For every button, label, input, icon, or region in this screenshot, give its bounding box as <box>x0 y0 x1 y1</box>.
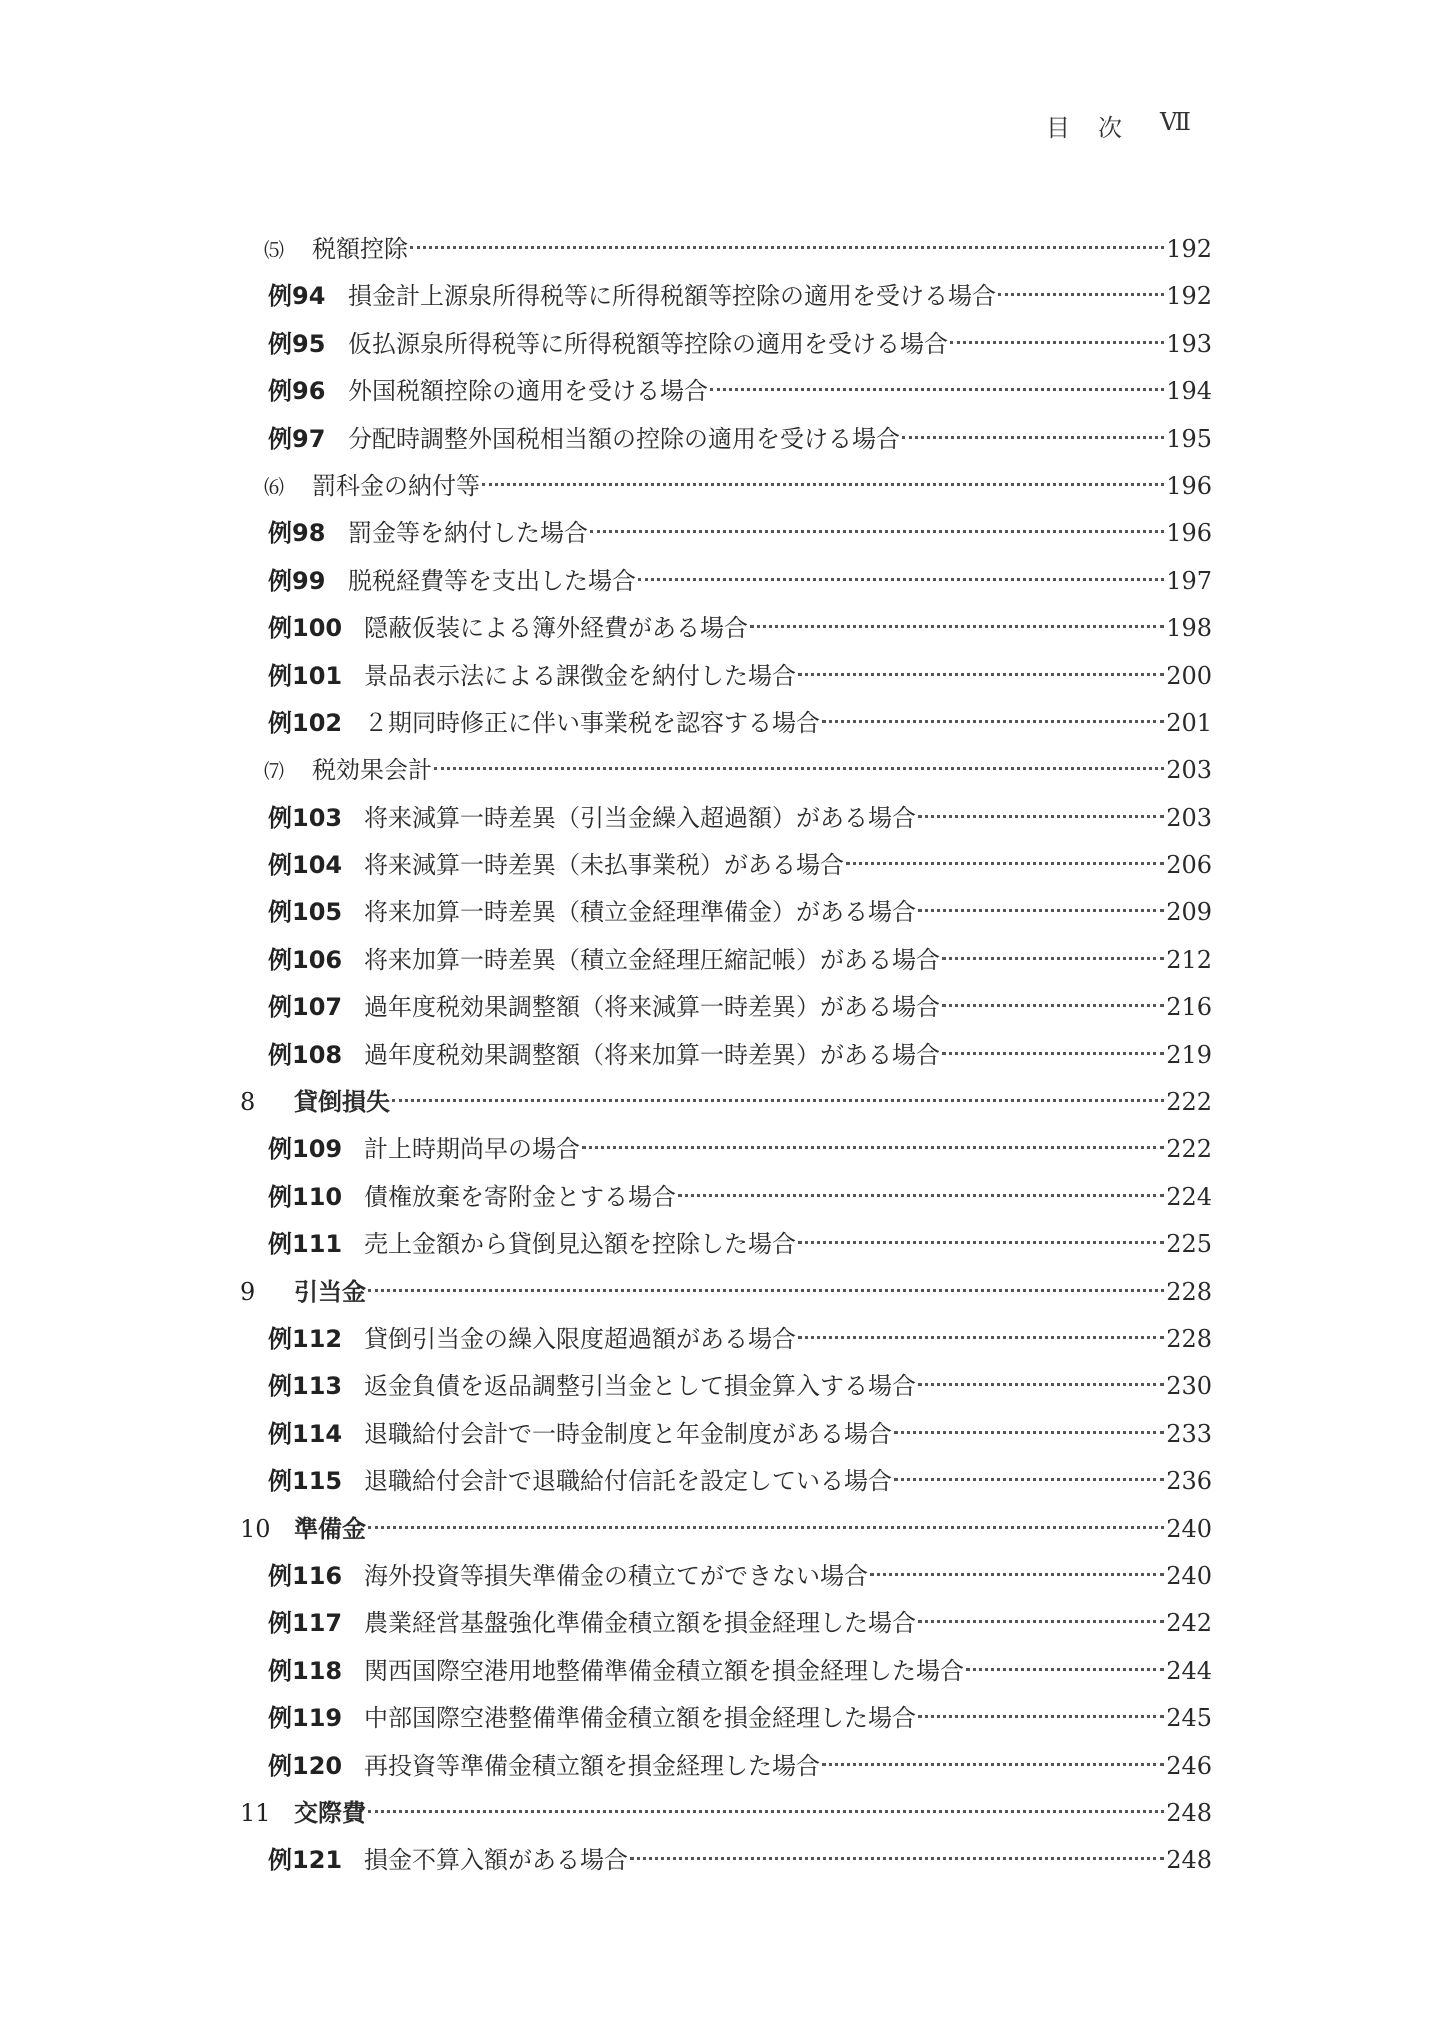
dot-leader <box>846 862 1164 865</box>
running-header <box>1046 108 1193 143</box>
dot-leader <box>966 1668 1164 1671</box>
toc-entry-page: 200 <box>1166 661 1212 690</box>
dot-leader <box>902 436 1164 439</box>
toc-example <box>240 1316 1212 1363</box>
dot-leader <box>392 1099 1164 1102</box>
toc-entry-title: 海外投資等損失準備金の積立てができない場合 <box>364 1561 868 1590</box>
toc-entry-page: 222 <box>1166 1088 1212 1117</box>
toc-example <box>240 1458 1212 1505</box>
toc-entry-page: 209 <box>1166 898 1212 927</box>
toc-entry-page: 248 <box>1166 1846 1212 1875</box>
dot-leader <box>590 530 1164 533</box>
toc-entry-title: 退職給付会計で退職給付信託を設定している場合 <box>364 1467 892 1496</box>
toc-entry-title: 再投資等準備金積立額を損金経理した場合 <box>364 1751 820 1780</box>
toc-entry-number: 例108 <box>268 1040 343 1069</box>
toc-entry-title: 脱税経費等を支出した場合 <box>348 566 636 595</box>
toc-entry-number: 8 <box>240 1088 256 1117</box>
toc-entry-title: 将来減算一時差異（引当金繰入超過額）がある場合 <box>364 803 916 832</box>
dot-leader <box>998 293 1164 296</box>
toc-entry-title: 損金不算入額がある場合 <box>364 1846 628 1875</box>
toc-entry-title: 将来加算一時差異（積立金経理準備金）がある場合 <box>364 898 916 927</box>
toc-entry-page: 225 <box>1166 1230 1212 1259</box>
dot-leader <box>582 1146 1164 1149</box>
dot-leader <box>822 1763 1164 1766</box>
toc-entry-number: ⑹ <box>264 474 284 499</box>
dot-leader <box>798 1241 1164 1244</box>
toc-entry-number: 10 <box>240 1514 271 1543</box>
toc-entry-page: 233 <box>1166 1419 1212 1448</box>
toc-example <box>240 653 1212 700</box>
toc-entry-page: 198 <box>1166 614 1212 643</box>
toc-example <box>240 1553 1212 1600</box>
toc-example <box>240 937 1212 984</box>
dot-leader <box>798 1336 1164 1339</box>
dot-leader <box>918 1620 1164 1623</box>
toc-entry-page: 219 <box>1166 1040 1212 1069</box>
toc-entry-number: 例115 <box>268 1467 343 1496</box>
toc-example <box>240 416 1212 463</box>
toc-entry-number: 例106 <box>268 945 343 974</box>
toc-entry-number: 例114 <box>268 1419 343 1448</box>
toc-entry-page: 196 <box>1166 471 1212 500</box>
toc-entry-page: 236 <box>1166 1467 1212 1496</box>
dot-leader <box>894 1431 1164 1434</box>
dot-leader <box>942 957 1164 960</box>
dot-leader <box>410 246 1164 249</box>
dot-leader <box>942 1052 1164 1055</box>
dot-leader <box>710 388 1164 391</box>
dot-leader <box>918 1715 1164 1718</box>
toc-entry-page: 192 <box>1166 282 1212 311</box>
toc-entry-number: 例96 <box>268 377 326 406</box>
dot-leader <box>678 1194 1164 1197</box>
toc-entry-title: 中部国際空港整備準備金積立額を損金経理した場合 <box>364 1704 916 1733</box>
dot-leader <box>482 483 1164 486</box>
toc-example <box>240 1411 1212 1458</box>
toc-entry-number: 例116 <box>268 1561 343 1590</box>
toc-example <box>240 1126 1212 1173</box>
toc-entry-title: 貸倒損失 <box>294 1088 390 1117</box>
toc-entry-title: 返金負債を返品調整引当金として損金算入する場合 <box>364 1372 916 1401</box>
toc-entry-page: 212 <box>1166 945 1212 974</box>
toc-example <box>240 1600 1212 1647</box>
toc-entry-title: ２期同時修正に伴い事業税を認容する場合 <box>364 708 820 737</box>
toc-entry-number: 例111 <box>268 1230 343 1259</box>
toc-entry-title: 過年度税効果調整額（将来減算一時差異）がある場合 <box>364 993 940 1022</box>
toc-entry-number: 例100 <box>268 614 343 643</box>
toc-entry-page: 224 <box>1166 1182 1212 1211</box>
toc-entry-page: 245 <box>1166 1704 1212 1733</box>
toc-example <box>240 700 1212 747</box>
dot-leader <box>368 1289 1164 1292</box>
toc-entry-number: 例102 <box>268 708 343 737</box>
toc-entry-title: 計上時期尚早の場合 <box>364 1135 580 1164</box>
toc-section <box>240 1079 1212 1126</box>
dot-leader <box>918 1383 1164 1386</box>
toc-entry-number: ⑸ <box>264 238 284 262</box>
toc-entry-page: 203 <box>1166 803 1212 832</box>
toc-entry-number: 例105 <box>268 898 343 927</box>
toc-entry-page: 230 <box>1166 1372 1212 1401</box>
dot-leader <box>918 909 1164 912</box>
toc-entry-page: 193 <box>1166 329 1212 358</box>
toc-entry-title: 罰科金の納付等 <box>312 471 480 500</box>
toc-example <box>240 984 1212 1031</box>
toc-entry-title: 交際費 <box>294 1798 366 1827</box>
toc-entry-number: 例98 <box>268 519 326 548</box>
toc-entry-page: 196 <box>1166 519 1212 548</box>
toc-subsection <box>240 747 1212 794</box>
toc-entry-page: 244 <box>1166 1656 1212 1685</box>
toc-entry-number: 例101 <box>268 661 343 690</box>
toc-example <box>240 1174 1212 1221</box>
toc-entry-number: 例97 <box>268 424 326 453</box>
toc-entry-title: 将来加算一時差異（積立金経理圧縮記帳）がある場合 <box>364 945 940 974</box>
toc-entry-title: 準備金 <box>294 1514 366 1543</box>
toc-section <box>240 1790 1212 1837</box>
toc-entry-number: 例120 <box>268 1751 343 1780</box>
toc-example <box>240 1695 1212 1742</box>
dot-leader <box>630 1857 1164 1860</box>
toc-entry-title: 債権放棄を寄附金とする場合 <box>364 1182 676 1211</box>
toc-entry-page: 192 <box>1166 235 1212 263</box>
dot-leader <box>750 625 1164 628</box>
dot-leader <box>942 1004 1164 1007</box>
toc-entry-title: 外国税額控除の適用を受ける場合 <box>348 377 708 406</box>
toc-entry-title: 貸倒引当金の繰入限度超過額がある場合 <box>364 1324 796 1353</box>
toc-entry-title: 分配時調整外国税相当額の控除の適用を受ける場合 <box>348 424 900 453</box>
toc-entry-page: 197 <box>1166 566 1212 595</box>
toc-entry-title: 退職給付会計で一時金制度と年金制度がある場合 <box>364 1419 892 1448</box>
toc-entry-number: 例109 <box>268 1135 343 1164</box>
toc-example <box>240 368 1212 415</box>
toc-example <box>240 605 1212 652</box>
toc-example <box>240 1648 1212 1695</box>
toc-entry-title: 税額控除 <box>312 235 408 263</box>
toc-entry-page: 246 <box>1166 1751 1212 1780</box>
toc-entry-number: 例112 <box>268 1324 343 1353</box>
toc-entry-number: 例103 <box>268 803 343 832</box>
toc-entry-title: 将来減算一時差異（未払事業税）がある場合 <box>364 851 844 880</box>
toc-example <box>240 889 1212 936</box>
toc-entry-page: 242 <box>1166 1609 1212 1638</box>
toc-example <box>240 842 1212 889</box>
toc-entry-number: 例119 <box>268 1704 343 1733</box>
toc-entry-title: 隠蔽仮装による簿外経費がある場合 <box>364 614 748 643</box>
toc-entry-number: 例104 <box>268 851 343 880</box>
toc-entry-title: 引当金 <box>294 1277 366 1306</box>
toc-section <box>240 1506 1212 1553</box>
toc-entry-title: 景品表示法による課徴金を納付した場合 <box>364 661 796 690</box>
toc-example <box>240 321 1212 368</box>
toc-entry-page: 216 <box>1166 993 1212 1022</box>
toc-example <box>240 1032 1212 1079</box>
toc-entry-page: 203 <box>1166 756 1212 785</box>
dot-leader <box>822 720 1164 723</box>
toc-entry-page: 240 <box>1166 1514 1212 1543</box>
toc-entry-number: 例113 <box>268 1372 343 1401</box>
toc-entry-page: 201 <box>1166 708 1212 737</box>
toc-example <box>240 558 1212 605</box>
toc-entry-page: 194 <box>1166 377 1212 406</box>
toc-entry-page: 228 <box>1166 1324 1212 1353</box>
dot-leader <box>368 1810 1164 1813</box>
toc-entry-title: 仮払源泉所得税等に所得税額等控除の適用を受ける場合 <box>348 329 948 358</box>
toc-example <box>240 1363 1212 1410</box>
toc-entry-number: 例94 <box>268 282 326 311</box>
toc-entry-number: 例99 <box>268 566 326 595</box>
dot-leader <box>870 1573 1164 1576</box>
header-title: 目 次 <box>1046 114 1125 142</box>
dot-leader <box>434 767 1164 770</box>
toc-entry-title: 関西国際空港用地整備準備金積立額を損金経理した場合 <box>364 1656 964 1685</box>
dot-leader <box>798 673 1164 676</box>
toc-entry-number: 例118 <box>268 1656 343 1685</box>
header-page-numeral: Ⅶ <box>1160 108 1193 136</box>
toc-entry-number: 例117 <box>268 1609 343 1638</box>
toc-entry-number: 9 <box>240 1277 256 1306</box>
table-of-contents <box>240 226 1212 1885</box>
toc-example <box>240 273 1212 320</box>
toc-entry-title: 過年度税効果調整額（将来加算一時差異）がある場合 <box>364 1040 940 1069</box>
toc-entry-page: 248 <box>1166 1798 1212 1827</box>
toc-entry-number: 例121 <box>268 1846 343 1875</box>
toc-entry-number: 例107 <box>268 993 343 1022</box>
toc-example <box>240 1837 1212 1884</box>
toc-entry-title: 税効果会計 <box>312 756 432 785</box>
toc-example <box>240 1221 1212 1268</box>
toc-entry-number: 11 <box>240 1798 271 1827</box>
dot-leader <box>918 815 1164 818</box>
dot-leader <box>638 578 1164 581</box>
toc-subsection <box>240 463 1212 510</box>
toc-example <box>240 1743 1212 1790</box>
toc-entry-title: 罰金等を納付した場合 <box>348 519 588 548</box>
toc-entry-page: 206 <box>1166 851 1212 880</box>
toc-entry-page: 228 <box>1166 1277 1212 1306</box>
dot-leader <box>368 1526 1164 1529</box>
toc-entry-number: 例95 <box>268 329 326 358</box>
toc-entry-title: 売上金額から貸倒見込額を控除した場合 <box>364 1230 796 1259</box>
toc-entry-page: 195 <box>1166 424 1212 453</box>
toc-example <box>240 510 1212 557</box>
toc-entry-title: 損金計上源泉所得税等に所得税額等控除の適用を受ける場合 <box>348 282 996 311</box>
toc-entry-number: 例110 <box>268 1182 343 1211</box>
toc-entry-title: 農業経営基盤強化準備金積立額を損金経理した場合 <box>364 1609 916 1638</box>
dot-leader <box>894 1478 1164 1481</box>
toc-section <box>240 1269 1212 1316</box>
dot-leader <box>950 341 1164 344</box>
toc-entry-page: 240 <box>1166 1561 1212 1590</box>
toc-entry-number: ⑺ <box>264 759 284 784</box>
toc-subsection <box>240 226 1212 273</box>
toc-entry-page: 222 <box>1166 1135 1212 1164</box>
toc-example <box>240 795 1212 842</box>
